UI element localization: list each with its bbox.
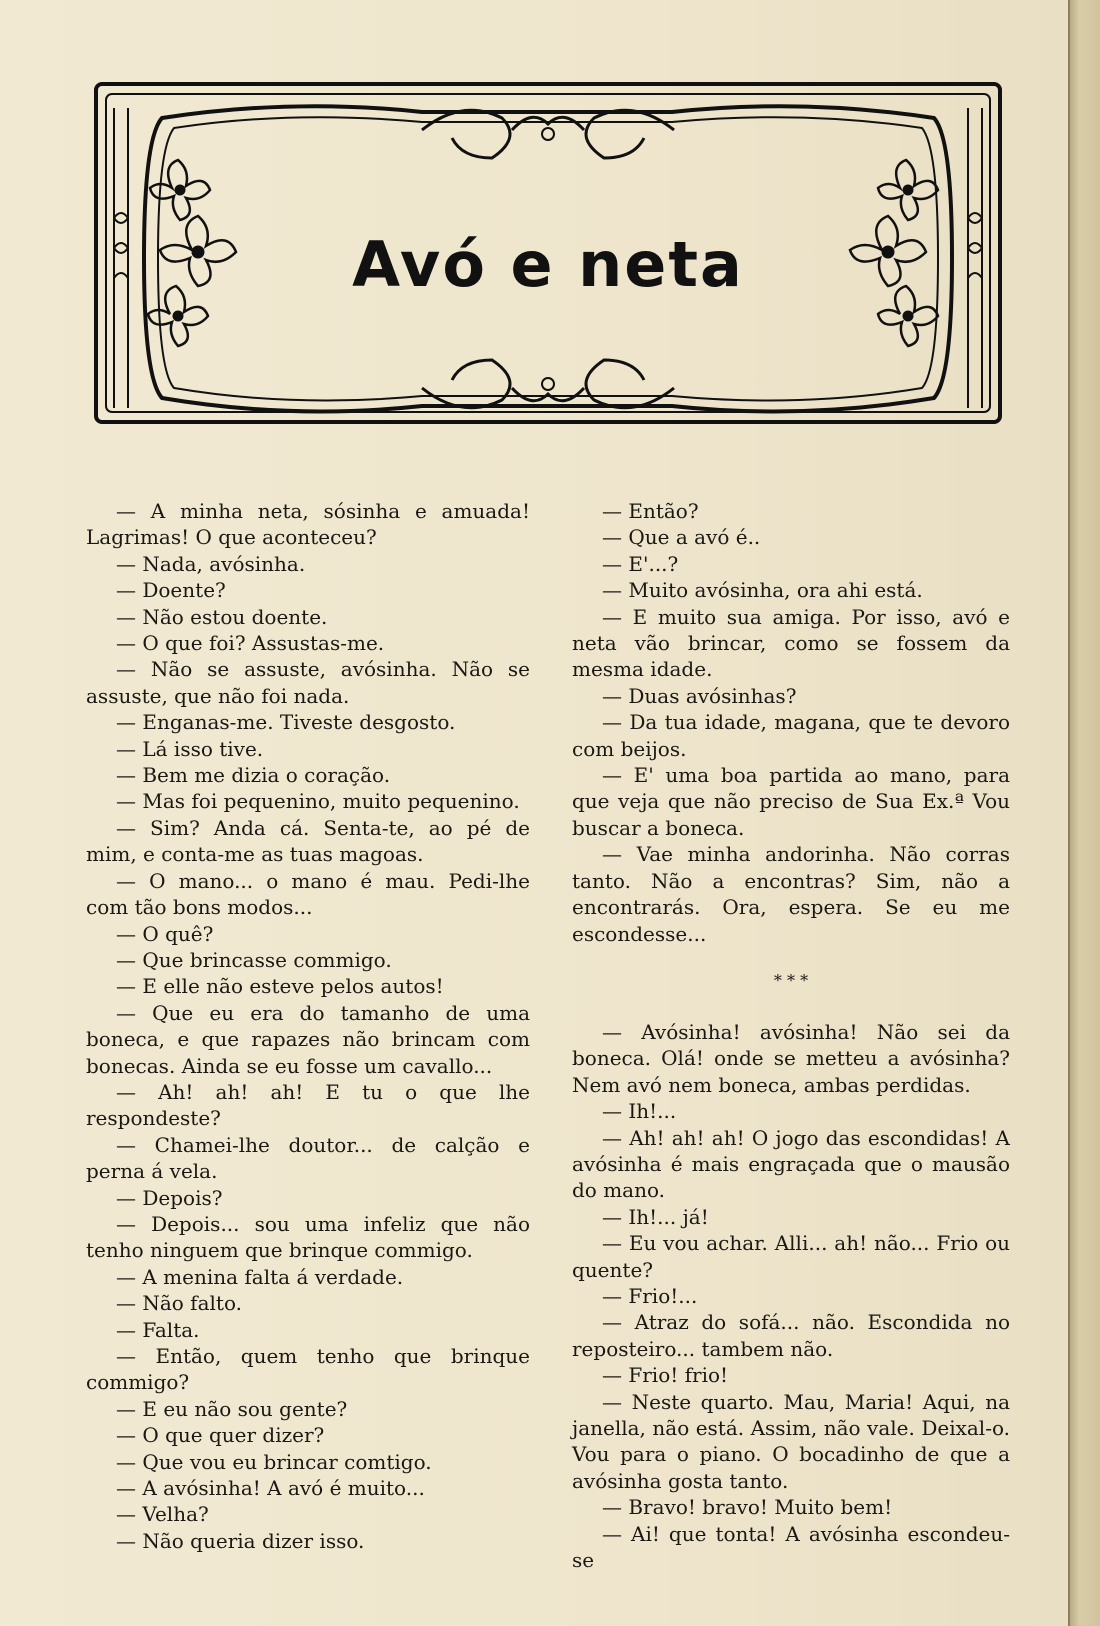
paragraph: — Duas avósinhas?: [602, 683, 797, 708]
paragraph: — Atraz do sofá... não. Escondida no reposteiro... tambem não.: [572, 1310, 1010, 1361]
paragraph: — O quê?: [116, 921, 214, 946]
paragraph: — Da tua idade, magana, que te devoro com beijos.: [572, 710, 1010, 761]
paragraph: — Então?: [602, 499, 699, 523]
paragraph: — Bem me dizia o coração.: [116, 763, 391, 788]
paragraph: — Não estou doente.: [116, 604, 328, 629]
paragraph: — Não queria dizer isso.: [116, 1528, 365, 1553]
paragraph: — Não falto.: [116, 1291, 242, 1316]
paragraph: — E elle não esteve pelos autos!: [116, 974, 444, 999]
paragraph: — Vae minha andorinha. Não corras tanto. Não a encontras? Sim, não a encontrarás. Ora, espera. Se eu me escondesse...: [572, 842, 1010, 946]
paragraph: — Muito avósinha, ora ahi está.: [602, 578, 923, 603]
paragraph: — A minha neta, sósinha e amuada! Lagrimas! O que aconteceu?: [86, 499, 530, 550]
paragraph: — Bravo! bravo! Muito bem!: [602, 1495, 893, 1520]
paragraph: — Ih!...: [602, 1099, 677, 1124]
paragraph: — O mano... o mano é mau. Pedi-lhe com tão bons modos...: [86, 868, 530, 920]
paragraph: — Então, quem tenho que brinque commigo?: [86, 1344, 530, 1395]
paragraph: — Ih!... já!: [602, 1204, 709, 1229]
paragraph: — E eu não sou gente?: [116, 1396, 348, 1421]
paragraph: — Mas foi pequenino, muito pequenino.: [116, 789, 520, 814]
paragraph: — E muito sua amiga. Por isso, avó e neta vão brincar, como se fossem da mesma idade.: [572, 604, 1010, 682]
paragraph: — Depois... sou uma infeliz que não tenho ninguem que brinque commigo.: [86, 1211, 530, 1263]
paragraph: — Nada, avósinha.: [116, 551, 306, 576]
paragraph: — Velha?: [116, 1502, 209, 1527]
five-petal-flower-icon: [878, 160, 938, 220]
paragraph: — Que a avó é..: [602, 525, 761, 550]
paragraph: — Que brincasse commigo.: [116, 947, 392, 972]
paragraph: — E'...?: [602, 551, 679, 576]
paragraph: — Que eu era do tamanho de uma boneca, e que rapazes não brincam com bonecas. Ainda se eu fosse um cavallo...: [86, 1000, 530, 1078]
left-text-column: [86, 498, 530, 1554]
paragraph: — O que quer dizer?: [116, 1423, 325, 1448]
paragraph: — Que vou eu brincar comtigo.: [116, 1449, 432, 1474]
page-title: Avó e neta: [352, 228, 744, 301]
right-text-column: [572, 498, 1010, 1573]
paragraph: — Neste quarto. Mau, Maria! Aqui, na janella, não está. Assim, não vale. Deixal-o. Vou para o piano. O bocadinho de que a avósinha gosta tanto.: [572, 1389, 1010, 1493]
paragraph: — Lá isso tive.: [116, 736, 264, 761]
section-break-asterisks: * * *: [773, 970, 809, 990]
paragraph: — Chamei-lhe doutor... de calção e perna á vela.: [86, 1132, 530, 1184]
paragraph: — Eu vou achar. Alli... ah! não... Frio ou quente?: [572, 1231, 1010, 1282]
paragraph: — Frio!...: [602, 1283, 698, 1308]
paragraph: — Frio! frio!: [602, 1363, 729, 1388]
paragraph: — A menina falta á verdade.: [116, 1264, 404, 1289]
paragraph: — Falta.: [116, 1317, 200, 1342]
paragraph: — Avósinha! avósinha! Não sei da boneca. Olá! onde se metteu a avósinha? Nem avó nem boneca, ambas perdidas.: [572, 1019, 1010, 1097]
art-nouveau-floral-frame-icon: [92, 78, 1004, 440]
paragraph: — Sim? Anda cá. Senta-te, ao pé de mim, e conta-me as tuas magoas.: [86, 815, 530, 867]
paragraph: — Enganas-me. Tiveste desgosto.: [116, 710, 456, 735]
paragraph: — O que foi? Assustas-me.: [116, 631, 385, 656]
paragraph: — A avósinha! A avó é muito...: [116, 1476, 425, 1501]
paragraph: — E' uma boa partida ao mano, para que veja que não preciso de Sua Ex.ª Vou buscar a boneca.: [572, 763, 1010, 840]
paragraph: — Ah! ah! ah! O jogo das escondidas! A avósinha é mais engraçada que o mausão do mano.: [572, 1125, 1010, 1203]
paragraph: — Não se assuste, avósinha. Não se assuste, que não foi nada.: [86, 657, 530, 708]
paragraph: — Doente?: [116, 578, 226, 603]
paragraph: — Ah! ah! ah! E tu o que lhe respondeste?: [86, 1079, 530, 1131]
page-binding-edge: [1068, 0, 1100, 1626]
paragraph: — Depois?: [116, 1185, 223, 1210]
paragraph: — Ai! que tonta! A avósinha escondeu-se: [572, 1521, 1010, 1573]
